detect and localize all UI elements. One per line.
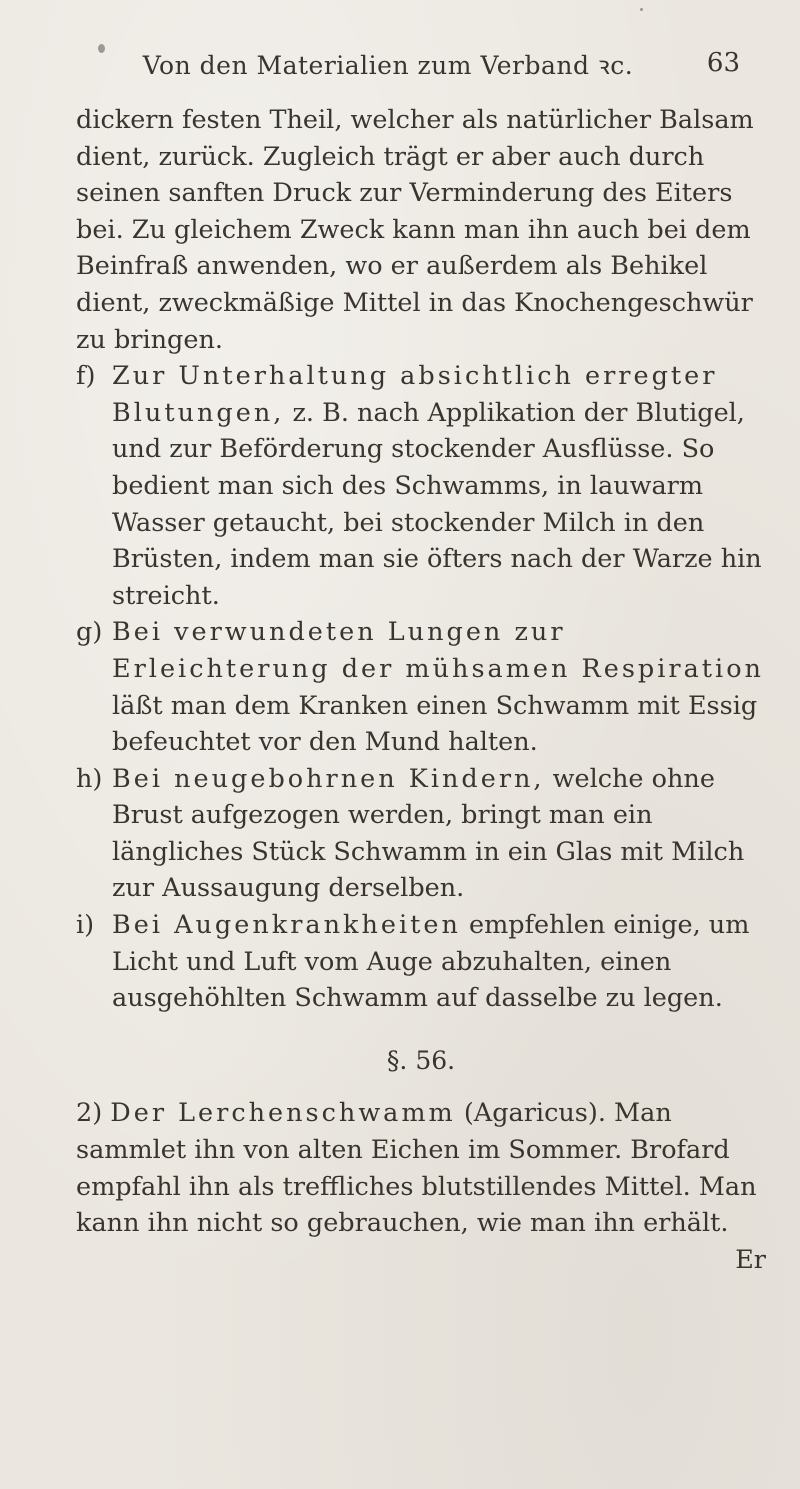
page-body [76,102,766,1278]
section-latin: (Agaricus). [455,1098,606,1129]
item-text [112,614,766,760]
section-lead: Der Lerchenschwamm [110,1098,456,1129]
item-lead: Zur Unterhaltung absichtlich erregter Blutungen, [112,361,718,428]
ink-speck [640,8,643,11]
item-text [112,907,766,1017]
list-item [76,614,766,760]
item-lead: Bei verwundeten Lungen zur Erleichterung der mühsamen Respiration [112,617,764,684]
opening-paragraph: dickern festen Theil, welcher als natürlicher Balsam dient, zurück. Zugleich trägt er aber auch durch seinen sanften Druck zur Verminderung des Eiters bei. Zu gleichem Zweck kann man ihn auch bei dem Beinfraß anwenden, wo er außerdem als Behikel dient, zweckmäßige Mittel in das Knochengeschwür zu bringen. [76,105,754,355]
item-body: z. B. nach Applikation der Blutigel, und zur Beförderung stockender Ausflüsse. So bedient man sich des Schwamms, in lauwarm Wasser getaucht, bei stockender Milch in den Brüsten, indem man sie öfters nach der Warze hin streicht. [112,397,762,611]
item-label: i) [76,910,95,941]
list-item [76,761,766,907]
item-text [112,761,766,907]
catchword: Er [735,1244,766,1275]
section-number: 2) [76,1098,103,1129]
item-lead: Bei neugebohrnen Kindern, [112,763,545,794]
page-header [96,48,740,88]
item-label: g) [76,617,103,648]
item-body: empfehlen einige, um Licht und Luft vom Auge abzuhalten, einen ausgehöhlten Schwamm auf dasselbe zu legen. [112,910,750,1014]
item-body: läßt man dem Kranken einen Schwamm mit Essig befeuchtet vor den Mund halten. [112,690,758,758]
page-number: 63 [706,48,740,78]
section-mark: §. 56. [386,1045,456,1075]
item-lead: Bei Augenkrankheiten [112,910,461,941]
list-item [76,907,766,1017]
item-label: h) [76,763,103,794]
item-body: welche ohne Brust aufgezogen werden, bringt man ein längliches Stück Schwamm in ein Glas mit Milch zur Aussaugung derselben. [112,763,745,904]
section-text: Man sammlet ihn von alten Eichen im Sommer. Brofard empfahl ihn als treffliches blutstillendes Mittel. Man kann ihn nicht so gebrauchen, wie man ihn erhält. [76,1098,757,1239]
list-item [76,358,766,614]
section-paragraph [76,1095,766,1241]
item-label: f) [76,361,96,392]
item-text [112,358,766,614]
running-head: Von den Materialien zum Verband ꝛc. [142,51,634,80]
